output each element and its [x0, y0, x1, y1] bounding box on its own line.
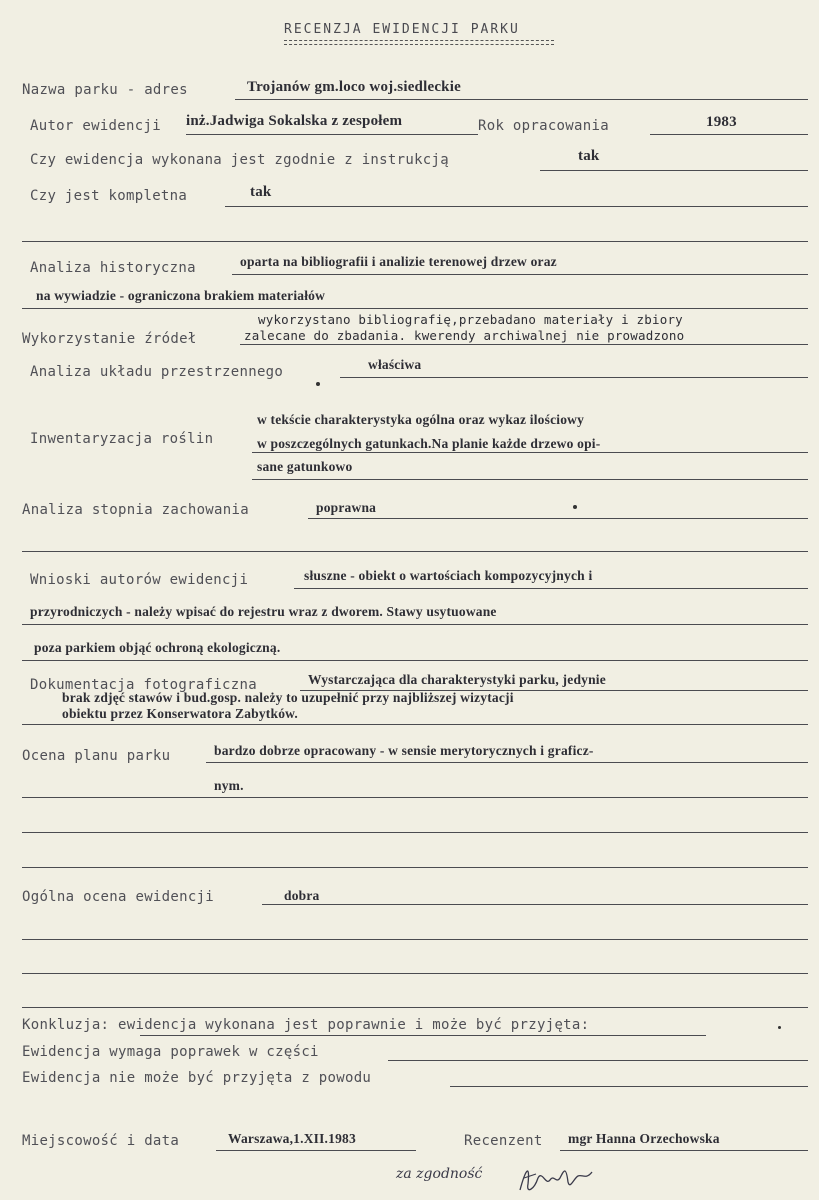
history-label: Analiza historyczna: [30, 260, 196, 276]
photo-doc-value-2: brak zdjęć stawów i bud.gosp. należy to uzupełnić przy najbliższej wizytacji: [62, 690, 514, 705]
ink-dot-2: [573, 505, 577, 509]
reviewer-line: [560, 1150, 808, 1151]
overall-line-4: [22, 1007, 808, 1008]
inventory-value-2: w poszczególnych gatunkach.Na planie każde drzewo opi-: [257, 436, 601, 451]
instruction-label: Czy ewidencja wykonana jest zgodnie z instrukcją: [30, 152, 449, 168]
overall-line-2: [22, 939, 808, 940]
layout-value: właściwa: [368, 357, 422, 372]
place-date-value: Warszawa,1.XII.1983: [228, 1131, 356, 1146]
conclusions-line-1: [294, 588, 808, 589]
conclusions-line-3: [22, 660, 808, 661]
author-line: [186, 134, 478, 135]
conclusions-value-1: słuszne - obiekt o wartościach kompozycyjnych i: [304, 568, 593, 583]
conclusions-value-2: przyrodniczych - należy wpisać do rejestru wraz z dworem. Stawy usytuowane: [30, 604, 497, 619]
instruction-line: [540, 170, 808, 171]
complete-label: Czy jest kompletna: [30, 188, 188, 204]
blank-line-1: [22, 241, 808, 242]
plan-value-2: nym.: [214, 778, 244, 793]
title-underline: [284, 40, 554, 45]
instruction-value: tak: [578, 148, 600, 164]
signature-image: [516, 1160, 596, 1200]
year-label: Rok opracowania: [478, 118, 609, 134]
history-line-1: [232, 274, 808, 275]
photo-doc-value-1: Wystarczająca dla charakterystyki parku, jedynie: [308, 672, 606, 687]
preservation-line: [308, 518, 808, 519]
overall-line: [262, 904, 808, 905]
park-name-label: Nazwa parku - adres: [22, 82, 188, 98]
history-value-1: oparta na bibliografii i analizie terenowej drzew oraz: [240, 254, 557, 269]
overall-value: dobra: [284, 888, 320, 903]
year-line: [650, 134, 808, 135]
plan-line-4: [22, 867, 808, 868]
handwritten-note: za zgodność: [396, 1166, 483, 1182]
conclusion-line-3: Ewidencja nie może być przyjęta z powodu: [22, 1070, 372, 1086]
ink-dot: [316, 382, 320, 386]
plan-line-1: [206, 762, 808, 763]
complete-value: tak: [250, 184, 272, 200]
complete-line: [225, 206, 808, 207]
inventory-line-1: [252, 452, 808, 453]
reviewer-label: Recenzent: [464, 1133, 543, 1149]
sources-value-1: wykorzystano bibliografię,przebadano materiały i zbiory: [258, 312, 683, 327]
page-title: RECENZJA EWIDENCJI PARKU: [284, 22, 520, 37]
preservation-value: poprawna: [316, 500, 377, 515]
reviewer-value: mgr Hanna Orzechowska: [568, 1131, 720, 1146]
conclusions-line-2: [22, 624, 808, 625]
conclusions-value-3: poza parkiem objąć ochroną ekologiczną.: [34, 640, 281, 655]
author-label: Autor ewidencji: [30, 118, 161, 134]
sources-label: Wykorzystanie źródeł: [22, 331, 197, 347]
place-date-label: Miejscowość i data: [22, 1133, 180, 1149]
conclusion-line-2: Ewidencja wymaga poprawek w części: [22, 1044, 319, 1060]
blank-line-2: [22, 551, 808, 552]
inventory-label: Inwentaryzacja roślin: [30, 431, 214, 447]
plan-line-3: [22, 832, 808, 833]
park-name-line: [235, 99, 808, 100]
layout-label: Analiza układu przestrzennego: [30, 364, 284, 380]
conclusion-line-3-blank: [450, 1086, 808, 1087]
history-value-2: na wywiadzie - ograniczona brakiem materiałów: [36, 288, 326, 303]
conclusions-label: Wnioski autorów ewidencji: [30, 572, 249, 588]
sources-value-2: zalecane do zbadania. kwerendy archiwalnej nie prowadzono: [244, 328, 685, 343]
plan-line-2: [22, 797, 808, 798]
conclusion-line-1: Konkluzja: ewidencja wykonana jest poprawnie i może być przyjęta:: [22, 1017, 590, 1033]
year-value: 1983: [706, 114, 737, 130]
conclusion-underline: [140, 1035, 706, 1036]
inventory-line-2: [252, 479, 808, 480]
plan-label: Ocena planu parku: [22, 748, 171, 764]
ink-dot-3: [778, 1026, 781, 1029]
inventory-value-1: w tekście charakterystyka ogólna oraz wykaz ilościowy: [257, 412, 585, 427]
plan-value-1: bardzo dobrze opracowany - w sensie merytorycznych i graficz-: [214, 743, 594, 758]
park-name-value: Trojanów gm.loco woj.siedleckie: [247, 79, 461, 95]
inventory-value-3: sane gatunkowo: [257, 459, 353, 474]
overall-label: Ogólna ocena ewidencji: [22, 889, 215, 905]
photo-doc-label: Dokumentacja fotograficzna: [30, 677, 257, 693]
photo-doc-value-3: obiektu przez Konserwatora Zabytków.: [62, 706, 298, 721]
author-value: inż.Jadwiga Sokalska z zespołem: [186, 113, 403, 129]
overall-line-3: [22, 973, 808, 974]
history-line-2: [22, 308, 808, 309]
layout-line: [340, 377, 808, 378]
preservation-label: Analiza stopnia zachowania: [22, 502, 249, 518]
place-date-line: [216, 1150, 416, 1151]
sources-line: [240, 344, 808, 345]
conclusion-line-2-blank: [388, 1060, 808, 1061]
photo-doc-line-2: [22, 724, 808, 725]
